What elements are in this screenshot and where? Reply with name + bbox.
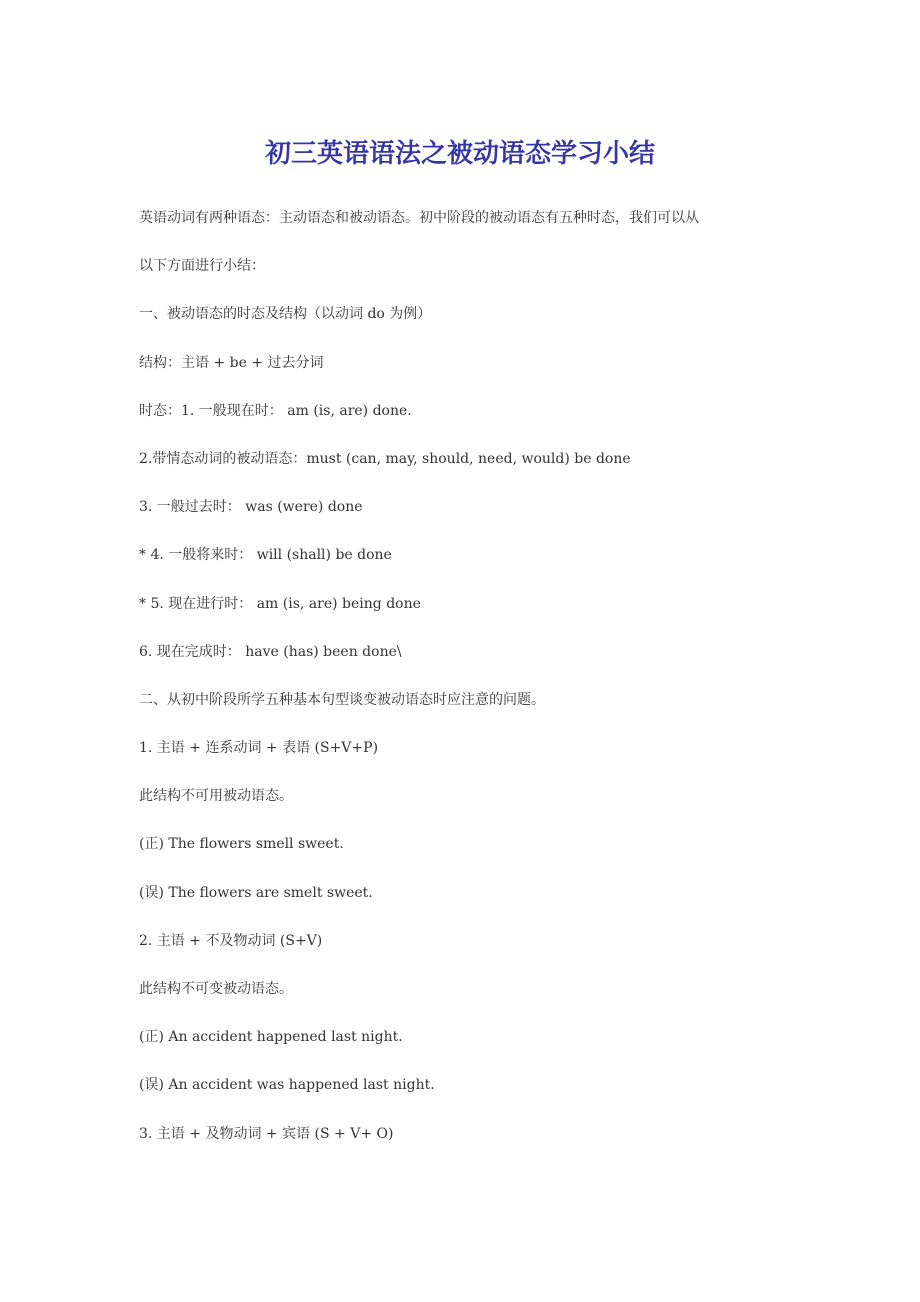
list-item: 3. 主语 + 及物动词 + 宾语 (S + V+ O) — [139, 1125, 394, 1142]
document-body — [139, 203, 799, 1167]
example-correct: (正) The flowers smell sweet. — [139, 836, 344, 853]
list-item: 2.带情态动词的被动语态：must (can, may, should, need, would) be done — [139, 450, 631, 467]
list-item: 6. 现在完成时： have (has) been done\ — [139, 643, 402, 660]
list-item: 时态：1. 一般现在时： am (is, are) done. — [139, 402, 412, 419]
paragraph: 英语动词有两种语态：主动语态和被动语态。初中阶段的被动语态有五种时态，我们可以从 — [139, 210, 699, 226]
paragraph: 结构：主语 + be + 过去分词 — [139, 354, 324, 371]
list-item: 3. 一般过去时： was (were) done — [139, 499, 363, 516]
list-item: * 5. 现在进行时： am (is, are) being done — [139, 595, 421, 612]
list-item: 2. 主语 + 不及物动词 (S+V) — [139, 932, 323, 949]
example-wrong: (误) An accident was happened last night. — [139, 1077, 435, 1094]
paragraph: 此结构不可变被动语态。 — [139, 981, 293, 997]
example-correct: (正) An accident happened last night. — [139, 1029, 403, 1046]
document-title: 初三英语语法之被动语态学习小结 — [264, 139, 655, 169]
list-item: * 4. 一般将来时： will (shall) be done — [139, 547, 392, 564]
paragraph: 此结构不可用被动语态。 — [139, 788, 293, 805]
section-heading: 一、被动语态的时态及结构（以动词 do 为例） — [139, 306, 432, 323]
list-item: 1. 主语 + 连系动词 + 表语 (S+V+P) — [139, 740, 379, 757]
paragraph: 以下方面进行小结： — [139, 258, 265, 275]
example-wrong: (误) The flowers are smelt sweet. — [139, 884, 373, 901]
section-heading: 二、从初中阶段所学五种基本句型谈变被动语态时应注意的问题。 — [139, 691, 545, 708]
